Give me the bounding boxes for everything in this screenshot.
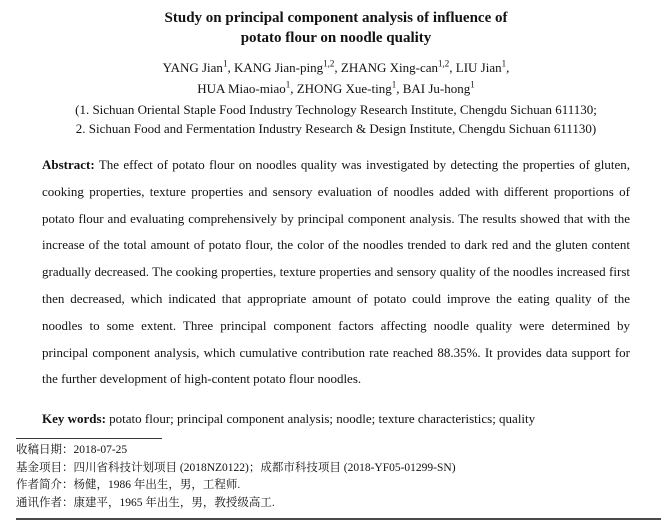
- author-affil-sup: 1: [470, 79, 475, 90]
- author-name: YANG Jian: [162, 60, 223, 75]
- author-affil-sup: 1,2: [438, 58, 450, 69]
- footnotes-block: [16, 430, 661, 520]
- footnote-author-bio: [16, 477, 661, 495]
- author-name: ,: [506, 60, 510, 75]
- abstract-paragraph: [42, 152, 630, 393]
- paper-title-line1: Study on principal component analysis of influence of: [164, 10, 508, 26]
- footnote-fund-project: [16, 460, 661, 478]
- author-name: , ZHONG Xue-ting: [290, 81, 392, 96]
- author-name: , BAI Ju-hong: [396, 81, 471, 96]
- keywords-label: Key words:: [42, 411, 106, 427]
- author-affil-sup: 1: [222, 58, 228, 69]
- affiliation-line2: 2. Sichuan Food and Fermentation Industry Research & Design Institute, Chengdu Sichuan 611130): [75, 121, 597, 136]
- paper-title-line2: potato flour on noodle quality: [240, 30, 432, 46]
- author-name: , LIU Jian: [449, 60, 502, 75]
- footnote-corresponding-author: [16, 495, 661, 513]
- footnote-label: 基金项目：: [16, 461, 74, 474]
- footnote-value: 2018-07-25: [73, 444, 128, 456]
- footnote-value: 杨健，1986 年出生，男，工程师.: [73, 479, 241, 492]
- authors-line1: [42, 57, 630, 78]
- footnote-value: 四川省科技计划项目 (2018NZ0122)；成都市科技项目 (2018-YF05-01299-SN): [73, 461, 456, 474]
- author-affil-sup: 1: [501, 58, 507, 69]
- footnote-value: 康建平，1965 年出生，男，教授级高工.: [73, 496, 275, 509]
- footnote-separator-rule: [16, 438, 162, 439]
- author-name: , ZHANG Xing-can: [334, 60, 438, 75]
- footnote-label: 收稿日期：: [16, 444, 74, 456]
- author-name: , KANG Jian-ping: [227, 60, 324, 75]
- affiliation-line1: (1. Sichuan Oriental Staple Food Industry Technology Research Institute, Chengdu Sichuan 611130;: [75, 102, 597, 117]
- footnote-label: 作者简介：: [16, 479, 74, 492]
- abstract-text: The effect of potato flour on noodles quality was investigated by detecting the properties of gluten, cooking properties, texture properties and sensory evaluation of noodles added with different proportions of potato flour and evaluating comprehensively by principal component analysis. The results showed that with the increase of the total amount of potato flour, the color of the noodles trended to dark red and the gluten content gradually decreased. The cooking properties, texture properties and sensory quality of the noodles increased first then decreased, which indicated that appropriate amount of potato could improve the eating quality of the noodles to some extent. Three principal component factors affecting noodle quality were determined by principal component analysis, which cumulative contribution rate reached 88.35%. It provides data support for the further development of high-content potato flour noodles.: [42, 157, 630, 387]
- paper-content: [42, 0, 630, 433]
- keywords-text: potato flour; principal component analysis; noodle; texture characteristics; quality: [105, 411, 536, 427]
- abstract-label: Abstract:: [42, 157, 95, 172]
- author-affil-sup: 1,2: [323, 58, 335, 69]
- footnote-received-date: [16, 442, 661, 460]
- affiliations-block: [42, 100, 630, 138]
- footnote-label: 通讯作者：: [16, 496, 74, 509]
- author-affil-sup: 1: [391, 79, 397, 90]
- author-name: HUA Miao-miao: [197, 81, 286, 96]
- authors-line2: [42, 78, 630, 99]
- page-bottom-rule: [16, 518, 661, 520]
- keywords-paragraph: [42, 406, 630, 433]
- author-affil-sup: 1: [285, 79, 291, 90]
- paper-title: [42, 0, 630, 48]
- authors-block: [42, 57, 630, 99]
